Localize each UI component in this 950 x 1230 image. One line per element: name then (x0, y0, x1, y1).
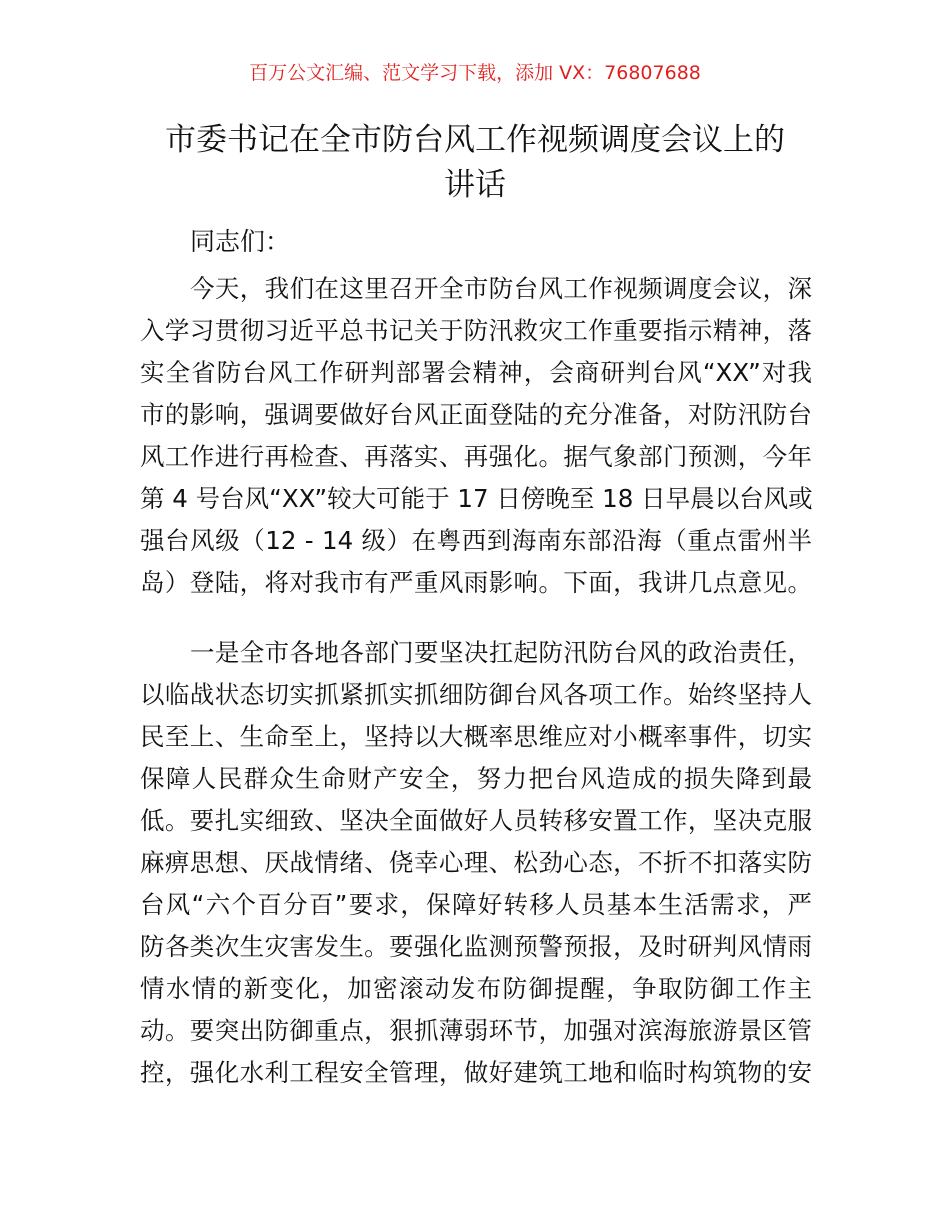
text-line: 保障人民群众生命财产安全，努力把台风造成的损失降到最 (140, 764, 812, 793)
text-line: 动。要突出防御重点，狠抓薄弱环节，加强对滨海旅游景区管 (140, 1016, 812, 1045)
document-title-line-1: 市委书记在全市防台风工作视频调度会议上的 (165, 122, 785, 158)
text-line: 第 4 号台风“XX”较大可能于 17 日傍晚至 18 日早晨以台风或 (140, 484, 813, 513)
text-line: 麻痹思想、厌战情绪、侥幸心理、松劲心态，不折不扣落实防 (140, 848, 812, 877)
text-line: 一是全市各地各部门要坚决扛起防汛防台风的政治责任， (190, 638, 812, 667)
text-line: 低。要扎实细致、坚决全面做好人员转移安置工作，坚决克服 (140, 806, 812, 835)
text-line: 今天，我们在这里召开全市防台风工作视频调度会议，深 (190, 274, 812, 303)
text-line: 岛）登陆，将对我市有严重风雨影响。下面，我讲几点意见。 (140, 568, 812, 597)
paragraph-1 (140, 268, 812, 604)
paragraph-2 (140, 632, 812, 1094)
text-line: 强台风级（12 - 14 级）在粤西到海南东部沿海（重点雷州半 (140, 526, 812, 555)
text-line: 情水情的新变化，加密滚动发布防御提醒，争取防御工作主 (140, 974, 812, 1003)
text-line: 防各类次生灾害发生。要强化监测预警预报，及时研判风情雨 (140, 932, 812, 961)
watermark-banner: 百万公文汇编、范文学习下载，添加 VX：76807688 (249, 62, 701, 84)
salutation: 同志们： (190, 227, 291, 256)
text-line: 市的影响，强调要做好台风正面登陆的充分准备，对防汛防台 (140, 400, 812, 429)
text-line: 控，强化水利工程安全管理，做好建筑工地和临时构筑物的安 (140, 1058, 812, 1087)
text-line: 民至上、生命至上，坚持以大概率思维应对小概率事件，切实 (140, 722, 812, 751)
text-line: 风工作进行再检查、再落实、再强化。据气象部门预测，今年 (140, 442, 812, 471)
text-line: 台风“六个百分百”要求，保障好转移人员基本生活需求，严 (140, 890, 812, 919)
text-line: 入学习贯彻习近平总书记关于防汛救灾工作重要指示精神，落 (140, 316, 812, 345)
text-line: 实全省防台风工作研判部署会精神，会商研判台风“XX”对我 (140, 358, 812, 387)
text-line: 以临战状态切实抓紧抓实抓细防御台风各项工作。始终坚持人 (140, 680, 812, 709)
document-title-line-2: 讲话 (444, 167, 506, 203)
